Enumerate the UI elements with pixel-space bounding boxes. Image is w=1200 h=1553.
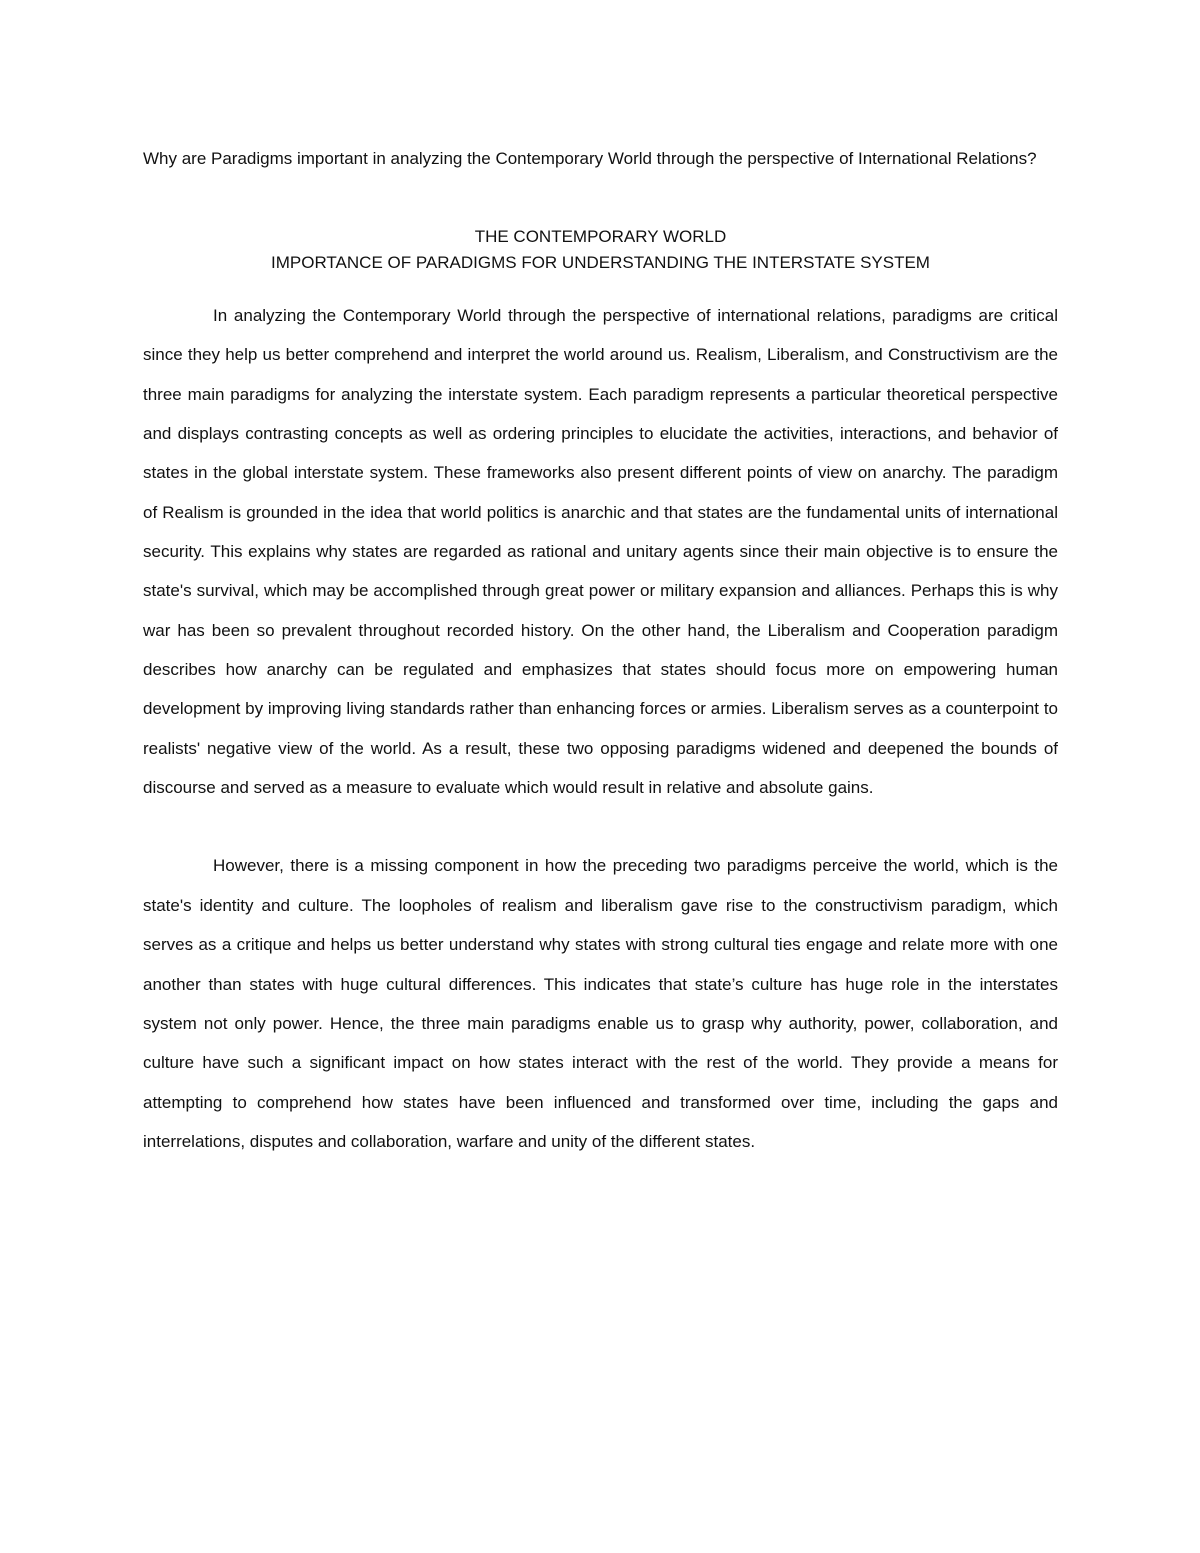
paragraph-1: In analyzing the Contemporary World through the perspective of international relations, paradigms are critical since they help us better comprehend and interpret the world around us. Realism, Liberalism, and Constructivism are the three main paradigms for analyzing the interstate system. Each paradigm represents a particular theoretical perspective and displays contrasting concepts as well as ordering principles to elucidate the activities, interactions, and behavior of states in the global interstate system. These frameworks also present different points of view on anarchy. The paradigm of Realism is grounded in the idea that world politics is anarchic and that states are the fundamental units of international security. This explains why states are regarded as rational and unitary agents since their main objective is to ensure the state's survival, which may be accomplished through great power or military expansion and alliances. Perhaps this is why war has been so prevalent throughout recorded history. On the other hand, the Liberalism and Cooperation paradigm describes how anarchy can be regulated and emphasizes that states should focus more on empowering human development by improving living standards rather than enhancing forces or armies. Liberalism serves as a counterpoint to realists' negative view of the world. As a result, these two opposing paradigms widened and deepened the bounds of discourse and served as a measure to evaluate which would result in relative and absolute gains. — [143, 306, 1058, 798]
document-subtitle: IMPORTANCE OF PARADIGMS FOR UNDERSTANDING THE INTERSTATE SYSTEM — [271, 253, 930, 272]
title-block — [143, 224, 1058, 276]
paragraph-2: However, there is a missing component in how the preceding two paradigms perceive the world, which is the state's identity and culture. The loopholes of realism and liberalism gave rise to the constructivism paradigm, which serves as a critique and helps us better understand why states with strong cultural ties engage and relate more with one another than states with huge cultural differences. This indicates that state’s culture has huge role in the interstates system not only power. Hence, the three main paradigms enable us to grasp why authority, power, collaboration, and culture have such a significant impact on how states interact with the rest of the world. They provide a means for attempting to comprehend how states have been influenced and transformed over time, including the gaps and interrelations, disputes and collaboration, warfare and unity of the different states. — [143, 856, 1058, 1151]
essay-question: Why are Paradigms important in analyzing the Contemporary World through the perspective of International Relations? — [143, 149, 1037, 168]
document-title: THE CONTEMPORARY WORLD — [474, 227, 727, 246]
essay-body — [143, 296, 1058, 1161]
